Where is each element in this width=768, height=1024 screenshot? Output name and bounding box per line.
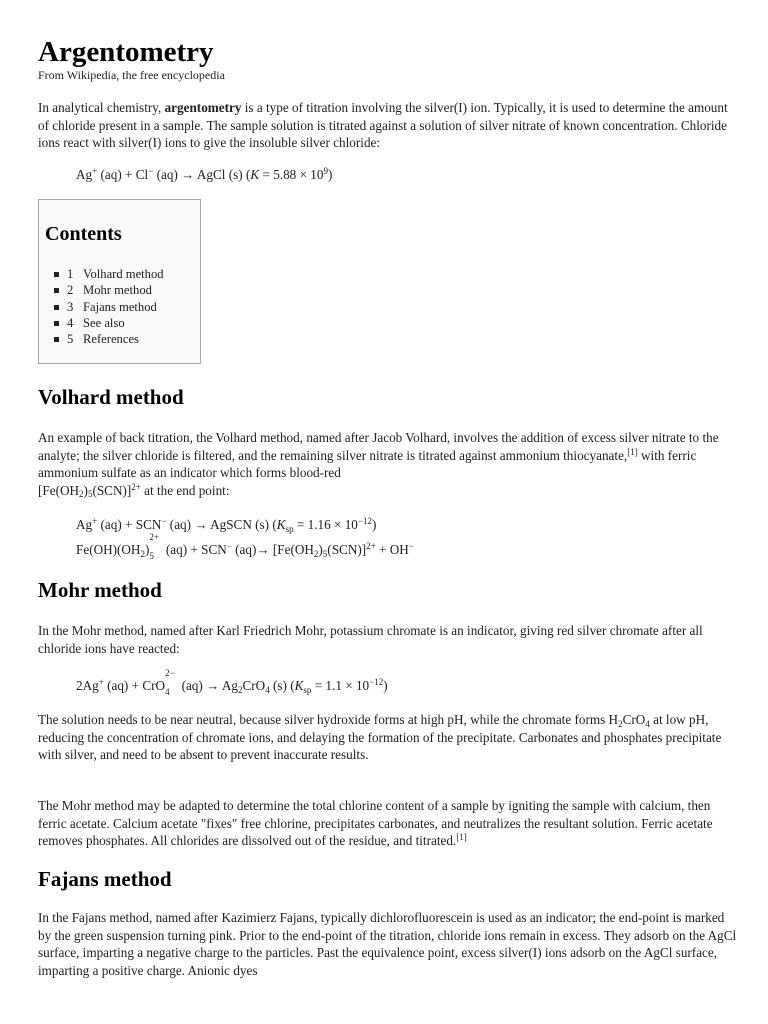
subscript: sp — [285, 523, 294, 534]
eq-term: ) — [318, 542, 323, 557]
toc-item[interactable] — [67, 331, 164, 347]
equation-silver-chromate — [76, 668, 388, 697]
toc-item-number: 3 — [67, 299, 74, 314]
toc-item-number: 5 — [67, 332, 74, 347]
superscript: 2− — [165, 668, 175, 678]
eq-term: (aq) + CrO — [103, 678, 166, 693]
toc-heading: Contents — [45, 223, 122, 245]
para-text: The solution needs to be near neutral, because silver hydroxide forms at high pH, while the chromate forms H — [38, 712, 619, 727]
eq-constant: K — [294, 678, 304, 693]
para-text: at the end point: — [140, 482, 230, 498]
citation-link[interactable]: [1] — [456, 832, 467, 843]
intro-text-2: is a type of titration involving the silver(I) ion. Typically, it is used to determine the amount of chloride present in a sample. The sample solution is titrated against a solution of silver nitrate of known concentration. Chloride ions react with silver(I) ions to give the insoluble silver chloride: — [38, 100, 728, 151]
toc-link-mohr-method[interactable]: Mohr method — [83, 283, 152, 298]
section-heading-fajans: Fajans method — [38, 867, 172, 891]
eq-term: CrO — [242, 678, 266, 693]
bullet-icon — [54, 272, 59, 277]
eq-exponent: −12 — [369, 677, 384, 688]
section-heading-volhard: Volhard method — [38, 385, 184, 409]
table-of-contents — [38, 199, 201, 364]
toc-item[interactable] — [67, 315, 164, 331]
para-text: The Mohr method may be adapted to determine the total chlorine content of a sample by igniting the sample with calcium, then ferric acetate. Calcium acetate "fixes" free chlorine, precipitates carbonates, and neutralizes the resultant solution. Ferric acetate removes phosphates. All chlorides are dissolved out of the residue, and titrated. — [38, 798, 713, 849]
subscript: 4 — [645, 718, 650, 729]
bullet-icon — [54, 305, 59, 310]
subscript: 5 — [322, 548, 328, 559]
toc-link-volhard-method[interactable]: Volhard method — [83, 267, 164, 281]
eq-constant: K — [276, 517, 286, 532]
eq-term: ) — [144, 542, 150, 557]
intro-paragraph — [38, 99, 738, 152]
eq-charge: + — [98, 677, 104, 688]
bullet-icon — [54, 337, 59, 342]
fajans-paragraph: In the Fajans method, named after Kazimierz Fajans, typically dichlorofluorescein is used as an indicator; the end-point is marked by the green suspension turning pink. Prior to the end-point of the titration, chloride ions remain in excess. They adsorb on the AgCl surface, imparting a negative charge to the particles. Past the equivalence point, excess silver(I) ions adsorb on the AgCl surface, imparting a positive charge. Anionic dyes — [38, 910, 737, 978]
eq-exponent: 9 — [323, 166, 328, 177]
equation-iron-complex — [76, 532, 414, 561]
para-text: (SCN)] — [92, 482, 132, 498]
eq-index — [149, 532, 162, 561]
toc-item-number: 4 — [67, 315, 74, 330]
eq-exponent: −12 — [357, 516, 372, 527]
para-text: CrO — [622, 712, 646, 727]
mohr-paragraph-2 — [38, 711, 738, 764]
para-text: at low pH, reducing the concentration of chromate ions, and delaying the formation of the precipitate. Carbonates and phosphates precipitate with silver, and need to be absent to prevent inaccurate results. — [38, 712, 722, 763]
page-title: Argentometry — [38, 36, 214, 68]
section-heading-mohr: Mohr method — [38, 578, 162, 602]
mohr-paragraph-3 — [38, 797, 738, 850]
para-text: ) — [83, 482, 88, 498]
eq-term: (s) ( — [269, 678, 295, 693]
eq-term: Ag — [76, 167, 93, 182]
eq-charge: − — [226, 541, 232, 552]
para-text: An example of back titration, the Volhard method, named after Jacob Volhard, involves the addition of excess silver nitrate to the analyte; the silver chloride is filtered, and the remaining silver nitrate is titrated against ammonium thiocyanate, — [38, 430, 719, 463]
subscript: 5 — [87, 489, 93, 500]
eq-charge: 2+ — [366, 541, 376, 552]
superscript: 2+ — [149, 532, 159, 542]
eq-term: 2Ag — [76, 678, 99, 693]
eq-term: ) — [328, 167, 333, 182]
subscript: sp — [303, 684, 312, 695]
subscript: 2 — [618, 718, 623, 729]
subscript: 2 — [140, 548, 145, 559]
eq-term: ) — [383, 678, 388, 693]
toc-link-references[interactable]: References — [83, 332, 139, 347]
intro-term: argentometry — [164, 100, 242, 115]
eq-term: = 5.88 × 10 — [259, 167, 324, 182]
equation-silver-chloride — [76, 166, 332, 184]
tagline: From Wikipedia, the free encyclopedia — [38, 68, 225, 82]
citation-link[interactable]: [1] — [627, 446, 638, 457]
subscript: 2 — [79, 489, 84, 500]
eq-term: (SCN)] — [327, 542, 367, 557]
eq-charge: + — [92, 516, 98, 527]
subscript: 4 — [165, 687, 170, 697]
eq-term: ) — [371, 517, 377, 532]
eq-term: Fe(OH)(OH — [76, 542, 141, 557]
eq-term: (aq) → AgSCN (s) ( — [166, 517, 277, 532]
toc-link-see-also[interactable]: See also — [83, 315, 125, 330]
toc-item-number: 1 — [67, 267, 74, 281]
toc-item[interactable] — [67, 299, 164, 315]
equation-thiocyanate — [76, 516, 376, 534]
eq-charge: − — [408, 541, 414, 552]
eq-term: = 1.16 × 10 — [293, 517, 358, 532]
para-text: [Fe(OH — [38, 482, 80, 498]
eq-term: = 1.1 × 10 — [311, 678, 370, 693]
superscript: 2+ — [131, 481, 141, 492]
eq-charge: − — [161, 516, 167, 527]
bullet-icon — [54, 321, 59, 326]
eq-term: (aq) + SCN — [162, 542, 227, 557]
toc-list — [67, 266, 164, 347]
eq-charge: + — [92, 166, 98, 177]
eq-term: (aq) → AgCl (s) ( — [153, 167, 251, 182]
subscript: 2 — [237, 684, 243, 695]
toc-link-fajans-method[interactable]: Fajans method — [83, 299, 157, 314]
toc-item[interactable] — [67, 282, 164, 298]
subscript: 4 — [265, 684, 270, 695]
eq-term: (aq)→ [Fe(OH — [231, 542, 314, 557]
para-text: with ferric ammonium sulfate as an indicator which forms blood-red — [38, 447, 697, 481]
subscript: 2 — [313, 548, 319, 559]
eq-index — [165, 668, 178, 697]
bullet-icon — [54, 288, 59, 293]
subscript: 5 — [149, 551, 154, 561]
toc-item-number: 2 — [67, 283, 74, 298]
eq-term: Ag — [76, 517, 93, 532]
mohr-paragraph-1: In the Mohr method, named after Karl Friedrich Mohr, potassium chromate is an indicator, giving red silver chromate after all chloride ions have reacted: — [38, 623, 703, 656]
eq-term: (aq) + SCN — [97, 517, 162, 532]
intro-text-1: In analytical chemistry, — [38, 100, 165, 115]
toc-item[interactable] — [67, 266, 164, 282]
eq-constant: K — [250, 167, 260, 182]
volhard-paragraph — [38, 429, 738, 499]
eq-charge: − — [148, 166, 154, 177]
eq-term: (aq) + Cl — [97, 167, 149, 182]
eq-term: (aq) → Ag — [178, 678, 238, 693]
eq-term: + OH — [375, 542, 409, 557]
